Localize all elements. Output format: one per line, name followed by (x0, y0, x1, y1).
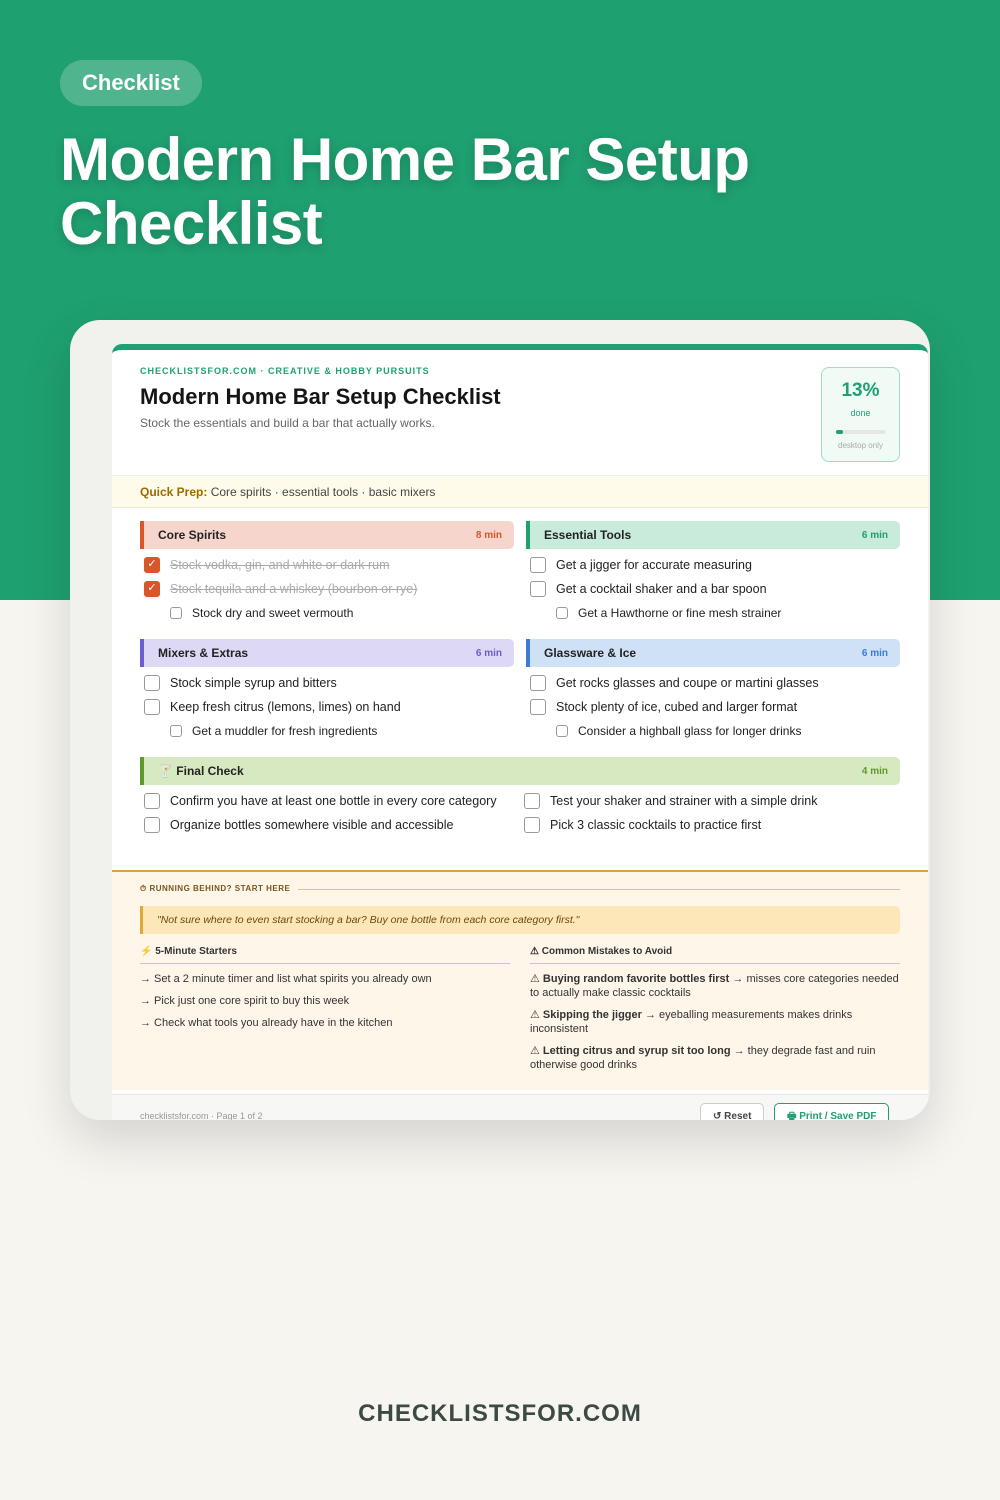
checklist-item[interactable] (526, 699, 900, 715)
item-label: Stock plenty of ice, cubed and larger format (556, 700, 798, 714)
site-footer-brand: CHECKLISTSFOR.COM (358, 1400, 642, 1427)
checklist-item[interactable] (140, 699, 514, 715)
checklist-item[interactable] (526, 581, 900, 597)
reset-button[interactable]: ↺ Reset (700, 1103, 764, 1120)
section-title: Mixers & Extras (158, 646, 249, 660)
checklist-item[interactable] (520, 793, 900, 809)
checklist-item[interactable] (140, 793, 520, 809)
section-title: 🍸 Final Check (158, 764, 244, 778)
progress-bar (836, 430, 886, 434)
mistake-item (530, 972, 900, 1000)
mistake-detail: → they degrade fast and ruin otherwise good drinks (530, 1045, 876, 1071)
item-label: Pick 3 classic cocktails to practice first (550, 818, 762, 832)
section-header (140, 521, 514, 549)
checklist-item[interactable] (166, 723, 514, 739)
progress-note: desktop only (838, 441, 883, 450)
checkbox[interactable]: ✓ (144, 581, 160, 597)
checkbox[interactable] (144, 699, 160, 715)
running-behind-heading (140, 884, 900, 894)
document-title: Modern Home Bar Setup Checklist (140, 384, 501, 409)
hero-title: Modern Home Bar Setup Checklist (60, 126, 750, 257)
starters-title: ⚡ 5-Minute Starters (140, 946, 510, 964)
tip-quote: "Not sure where to even start stocking a bar? Buy one bottle from each core category first." (140, 906, 900, 934)
checklist-item[interactable] (526, 675, 900, 691)
section-title: Core Spirits (158, 528, 227, 542)
warning-icon: ⚠ (530, 1009, 543, 1021)
section-header (526, 521, 900, 549)
checkbox[interactable] (530, 581, 546, 597)
progress-card (821, 367, 900, 462)
running-behind-panel (112, 870, 928, 1090)
item-label: Test your shaker and strainer with a simple drink (550, 794, 818, 808)
warning-icon: ⚠ (530, 973, 543, 985)
checklist-item[interactable] (520, 817, 900, 833)
section-title: Essential Tools (544, 528, 632, 542)
item-label: Stock dry and sweet vermouth (192, 606, 354, 620)
mistake-detail: → misses core categories needed to actually make classic cocktails (530, 973, 899, 999)
checklist-item[interactable] (140, 581, 514, 597)
checkbox[interactable] (530, 675, 546, 691)
checkbox[interactable] (524, 793, 540, 809)
checklist-item[interactable] (140, 675, 514, 691)
section-time: 6 min (475, 647, 502, 659)
progress-percent: 13% (841, 380, 880, 401)
quick-prep-bar (112, 476, 928, 508)
section-title: Glassware & Ice (544, 646, 637, 660)
checklist-item[interactable] (140, 817, 520, 833)
checkbox[interactable] (556, 607, 568, 619)
checkbox[interactable] (556, 725, 568, 737)
starter-item: → Pick just one core spirit to buy this week (140, 995, 350, 1007)
quick-prep-text: Core spirits · essential tools · basic mixers (210, 485, 436, 499)
section-core-spirits (140, 521, 514, 621)
progress-label: done (850, 408, 871, 418)
print-button[interactable]: 🖶 Print / Save PDF (774, 1103, 889, 1120)
item-label: Confirm you have at least one bottle in every core category (170, 794, 497, 808)
item-label: Stock simple syrup and bitters (170, 676, 337, 690)
final-column-right (520, 785, 900, 833)
section-header (140, 757, 900, 785)
mistake-item (530, 1008, 900, 1036)
document-footer (112, 1094, 928, 1120)
final-columns (140, 785, 900, 833)
checkbox[interactable] (144, 793, 160, 809)
category-pill: Checklist (60, 60, 202, 106)
checkbox[interactable] (530, 557, 546, 573)
item-label: Keep fresh citrus (lemons, limes) on hand (170, 700, 401, 714)
checkbox[interactable] (530, 699, 546, 715)
section-time: 6 min (861, 529, 888, 541)
item-label: Stock tequila and a whiskey (bourbon or rye) (170, 582, 418, 596)
section-time: 4 min (861, 765, 888, 777)
warning-icon: ⚠ (530, 1045, 543, 1057)
mistake-title: Letting citrus and syrup sit too long (542, 1045, 731, 1057)
section-header (140, 639, 514, 667)
heading-rule (298, 889, 900, 890)
section-mixers-extras (140, 639, 514, 739)
brand-label: CHECKLISTSFOR.COM · CREATIVE & HOBBY PURSUITS (140, 366, 430, 376)
starters-column (140, 946, 510, 1030)
running-behind-title: ⏱ RUNNING BEHIND? START HERE (140, 884, 291, 893)
checklist-item[interactable] (140, 557, 514, 573)
section-time: 6 min (861, 647, 888, 659)
item-label: Organize bottles somewhere visible and accessible (170, 818, 454, 832)
checklist-item[interactable] (552, 723, 900, 739)
section-time: 8 min (475, 529, 502, 541)
progress-fill (836, 430, 843, 434)
item-label: Get rocks glasses and coupe or martini glasses (556, 676, 819, 690)
quick-prep-label: Quick Prep: (140, 485, 208, 499)
section-glassware-ice (526, 639, 900, 739)
item-label: Stock vodka, gin, and white or dark rum (170, 558, 390, 572)
mistakes-title: ⚠ Common Mistakes to Avoid (530, 946, 900, 964)
starter-item: → Set a 2 minute timer and list what spirits you already own (140, 973, 432, 985)
final-column-left (140, 785, 520, 833)
item-label: Get a cocktail shaker and a bar spoon (556, 582, 767, 596)
checkbox[interactable] (144, 675, 160, 691)
mistake-title: Buying random favorite bottles first (542, 973, 730, 985)
mistakes-column (530, 946, 900, 1072)
checklist-item[interactable] (552, 605, 900, 621)
preview-frame (70, 320, 930, 1120)
checkbox[interactable]: ✓ (144, 557, 160, 573)
document-subtitle: Stock the essentials and build a bar that actually works. (140, 416, 435, 430)
checklist-document (112, 344, 928, 1120)
page-indicator: checklistsfor.com · Page 1 of 2 (140, 1111, 263, 1120)
checkbox[interactable] (170, 607, 182, 619)
starter-item: → Check what tools you already have in the kitchen (140, 1017, 393, 1029)
item-label: Consider a highball glass for longer drinks (578, 724, 802, 738)
checkbox[interactable] (144, 817, 160, 833)
section-final-check (140, 757, 900, 833)
mistake-detail: → eyeballing measurements makes drinks inconsistent (530, 1009, 853, 1035)
checklist-item[interactable] (166, 605, 514, 621)
checkbox[interactable] (524, 817, 540, 833)
document-header (112, 350, 928, 476)
item-label: Get a Hawthorne or fine mesh strainer (578, 606, 782, 620)
checkbox[interactable] (170, 725, 182, 737)
item-label: Get a jigger for accurate measuring (556, 558, 752, 572)
section-essential-tools (526, 521, 900, 621)
mistake-title: Skipping the jigger (542, 1009, 642, 1021)
checklist-item[interactable] (526, 557, 900, 573)
item-label: Get a muddler for fresh ingredients (192, 724, 378, 738)
section-header (526, 639, 900, 667)
mistake-item (530, 1044, 900, 1072)
